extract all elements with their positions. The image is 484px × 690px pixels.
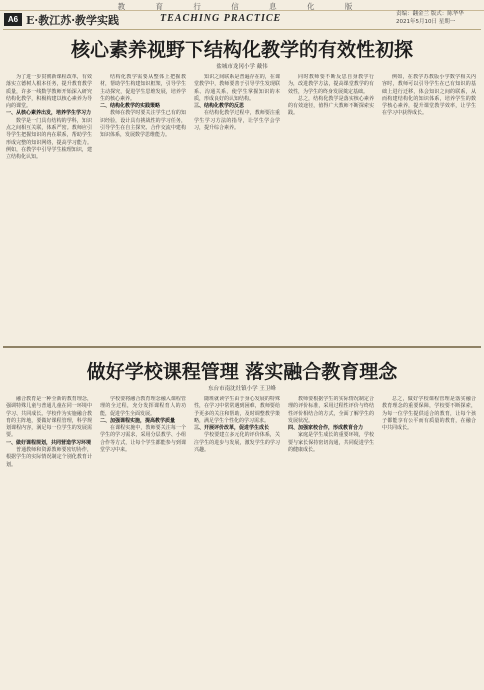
paragraph: 三、结构化教学的反思 [194,103,245,110]
paragraph: 二、结构化教学的实践策略 [100,103,161,110]
paragraph: 三、开展评价改革，促进学生成长 [194,425,270,432]
article2-author: 东台市南沈灶镇小学 王卫峰 [208,386,276,392]
paragraph: 总之，结构化教学是落实核心素养的有效途径，值得广大教师不断探索实践。 [288,95,374,117]
page-number: A6 [4,13,22,26]
article1-column-4 [288,74,374,340]
article1-column-3 [194,74,280,340]
meta-editors: 责编：翻金兰 版式：陈华华 [396,11,464,17]
article2-column-5 [382,396,476,686]
paragraph: 同时教师要不断反思自身教学行为，改进教学方法，提高课堂教学的有效性，为学生的终身发展奠定基础。 [288,74,374,95]
issue-meta [396,11,478,26]
paragraph: 结构化教学需要从整体上把握教材，帮助学生构建知识框架，引导学生主动探究，促进学生思维发展，培养学生的核心素养。 [100,74,186,102]
article2-column-1 [6,396,92,686]
header-rule [3,29,481,30]
paragraph: 学校要建立多元化的评价体系，关注学生的进步与发展，激发学生的学习兴趣。 [194,432,280,454]
paragraph: 在课程实施中，教师要关注每一个学生的学习需求，采用分层教学、小组合作等方式，让每个学生都能参与到课堂学习中来。 [100,425,186,454]
paragraph: 普通教师和资源教师要密切协作，根据学生的实际情况制定个别化教育计划。 [6,447,92,468]
paragraph: 教师在教学时要关注学生已有的知识经验，设计具有挑战性的学习任务，引导学生在自主探究、合作交流中建构知识体系，发展数学思维能力。 [100,110,186,139]
article1-column-1 [6,74,92,340]
paragraph: 随班就读学生由于身心发展的特殊性，在学习中常常遇到困难，教师要给予更多的关注和帮助，及时调整教学策略，满足学生个性化的学习需求。 [194,396,280,424]
article2-column-2 [100,396,186,686]
paragraph: 例如，在教学苏教版小学数学相关内容时，教师可以引导学生在已有知识的基础上进行迁移，体会知识之间的联系，从而构建结构化的知识体系，培养学生的数学核心素养，提升课堂教学效率，让学生在学习中获得成长。 [382,74,476,117]
article2-title: 做好学校课程管理 落实融合教育理念 [86,361,398,383]
paragraph: 教师要根据学生的实际情况制定合理的评价标准，采用过程性评价与终结性评价相结合的方式，全面了解学生的发展状况。 [288,396,374,424]
paragraph: 为了进一步贯彻新课程改革，有效落实立德树人根本任务，提升教育教学质量，许多一线数学教师开始深入研究结构化教学，积极构建以核心素养为导向的课堂。 [6,74,92,110]
paragraph: 在结构化教学过程中，教师要注重学生学习方法的指导，让学生学会学习，提升综合素养。 [194,110,280,132]
article1-column-5 [382,74,476,340]
paragraph: 家庭是学生成长的重要环境，学校要与家长保持密切沟通，共同促进学生的健康成长。 [288,432,374,454]
paragraph: 数学是一门具有结构的学科，知识点之间相互关联，体系严密。教师应引导学生把握知识的内在联系，帮助学生形成完整的知识网络，提高学习能力。例如，在教学中引导学生梳理知识，建立结构化认知。 [6,117,92,161]
brand-title: E·教江苏·教学实践 [26,14,120,27]
band-label: 教 育 行 信 息 化 版 [117,2,367,11]
paragraph: 二、加强课程实施，提高教学质量 [100,417,176,424]
article1-column-2 [100,74,186,340]
top-band [0,0,484,11]
article1-title: 核心素养视野下结构化教学的有效性初探 [70,39,413,61]
paragraph: 学校要将融合教育理念融入课程管理的全过程，充分发挥课程育人的功能，促进学生全面发展。 [100,396,186,417]
brand-english: TEACHING PRACTICE [160,13,282,24]
paragraph: 一、做好课程规划，共同营造学习环境 [6,439,92,446]
paragraph: 四、加强家校合作，形成教育合力 [288,425,364,432]
paragraph: 一、从核心素养出发，培养学生学习力 [6,110,92,117]
paragraph: 总之，做好学校课程管理是落实融合教育理念的重要保障，学校要不断探索，为每一位学生提供适合的教育，让每个孩子都能享有公平而有质量的教育，在融合中共同成长。 [382,396,476,432]
paragraph: 融合教育是一种全新的教育理念，强调特殊儿童与普通儿童在同一环境中学习、共同成长。学校作为实施融合教育的主阵地，要做好课程管理，科学规划课程内容，满足每一位学生的发展需要。 [6,396,92,439]
article1-author: 盐城市龙冈小学 戴伟 [216,64,268,70]
article-divider [3,346,481,348]
paragraph: 知识之间联系是普遍存在的，在课堂教学中，教师要善于引导学生发现联系、沟通关系，使学生掌握知识的本质，形成良好的认知结构。 [194,74,280,102]
article2-column-3 [194,396,280,686]
meta-date: 2021年5月10日 星期一 [396,18,456,25]
article2-column-4 [288,396,374,686]
page-header [0,11,484,29]
